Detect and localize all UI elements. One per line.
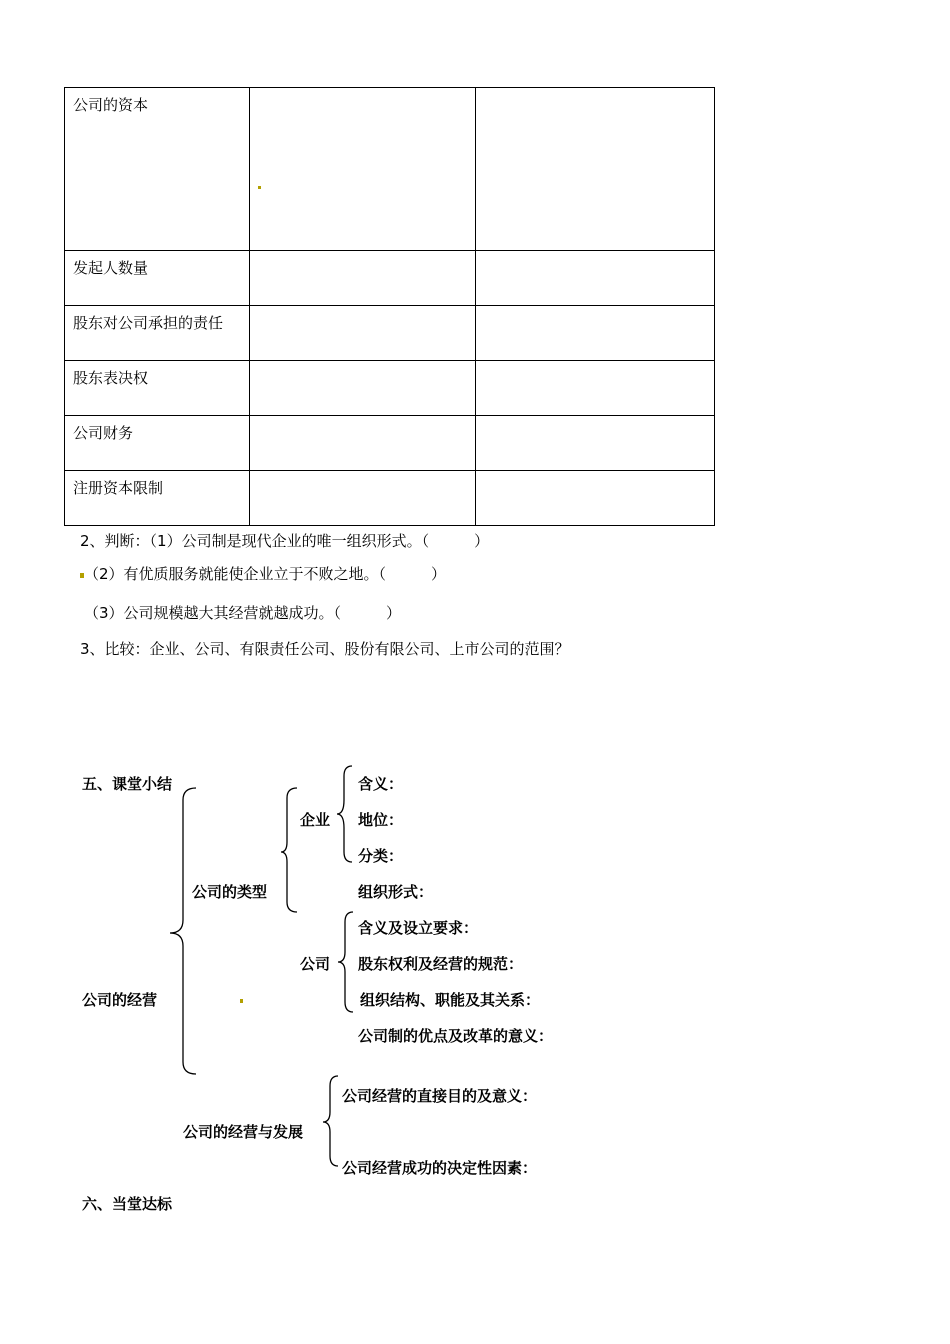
question-2-3: （3）公司规模越大其经营就越成功。（ ）: [84, 604, 402, 622]
brace-types: [281, 788, 297, 912]
company-item: 含义及设立要求：: [358, 919, 479, 937]
enterprise-item: 地位：: [358, 811, 404, 829]
row-label: 股东表决权: [65, 361, 250, 416]
question-2-2: （2）有优质服务就能使企业立于不败之地。（ ）: [84, 565, 447, 583]
brace-dev: [323, 1076, 338, 1166]
question-3: 3、比较：企业、公司、有限责任公司、股份有限公司、上市公司的范围？: [80, 640, 570, 658]
company-item: 公司制的优点及改革的意义：: [358, 1027, 554, 1045]
row-label: 公司的资本: [65, 88, 250, 251]
row-label: 公司财务: [65, 416, 250, 471]
enterprise-item: 组织形式：: [358, 883, 434, 901]
company-label: 公司: [300, 955, 331, 973]
company-item: 股东权利及经营的规范：: [358, 955, 524, 973]
brace-root: [170, 788, 196, 1074]
dev-label: 公司的经营与发展: [183, 1123, 304, 1141]
section-6-heading: 六、当堂达标: [82, 1195, 173, 1213]
row-label: 股东对公司承担的责任: [65, 306, 250, 361]
dev-item: 公司经营成功的决定性因素：: [342, 1159, 538, 1177]
types-label: 公司的类型: [192, 883, 268, 901]
enterprise-item: 含义：: [358, 775, 404, 793]
brace-company: [338, 912, 353, 1012]
enterprise-item: 分类：: [358, 847, 404, 865]
row-label: 注册资本限制: [65, 471, 250, 526]
enterprise-label: 企业: [300, 811, 331, 829]
summary-heading: 五、课堂小结: [82, 775, 173, 793]
brace-enterprise: [337, 766, 352, 862]
dev-item: 公司经营的直接目的及意义：: [342, 1087, 538, 1105]
company-item: 组织结构、职能及其关系：: [360, 991, 541, 1009]
question-2-1: 2、判断：（1）公司制是现代企业的唯一组织形式。（ ）: [80, 532, 490, 550]
summary-root: 公司的经营: [82, 991, 158, 1009]
row-label: 发起人数量: [65, 251, 250, 306]
